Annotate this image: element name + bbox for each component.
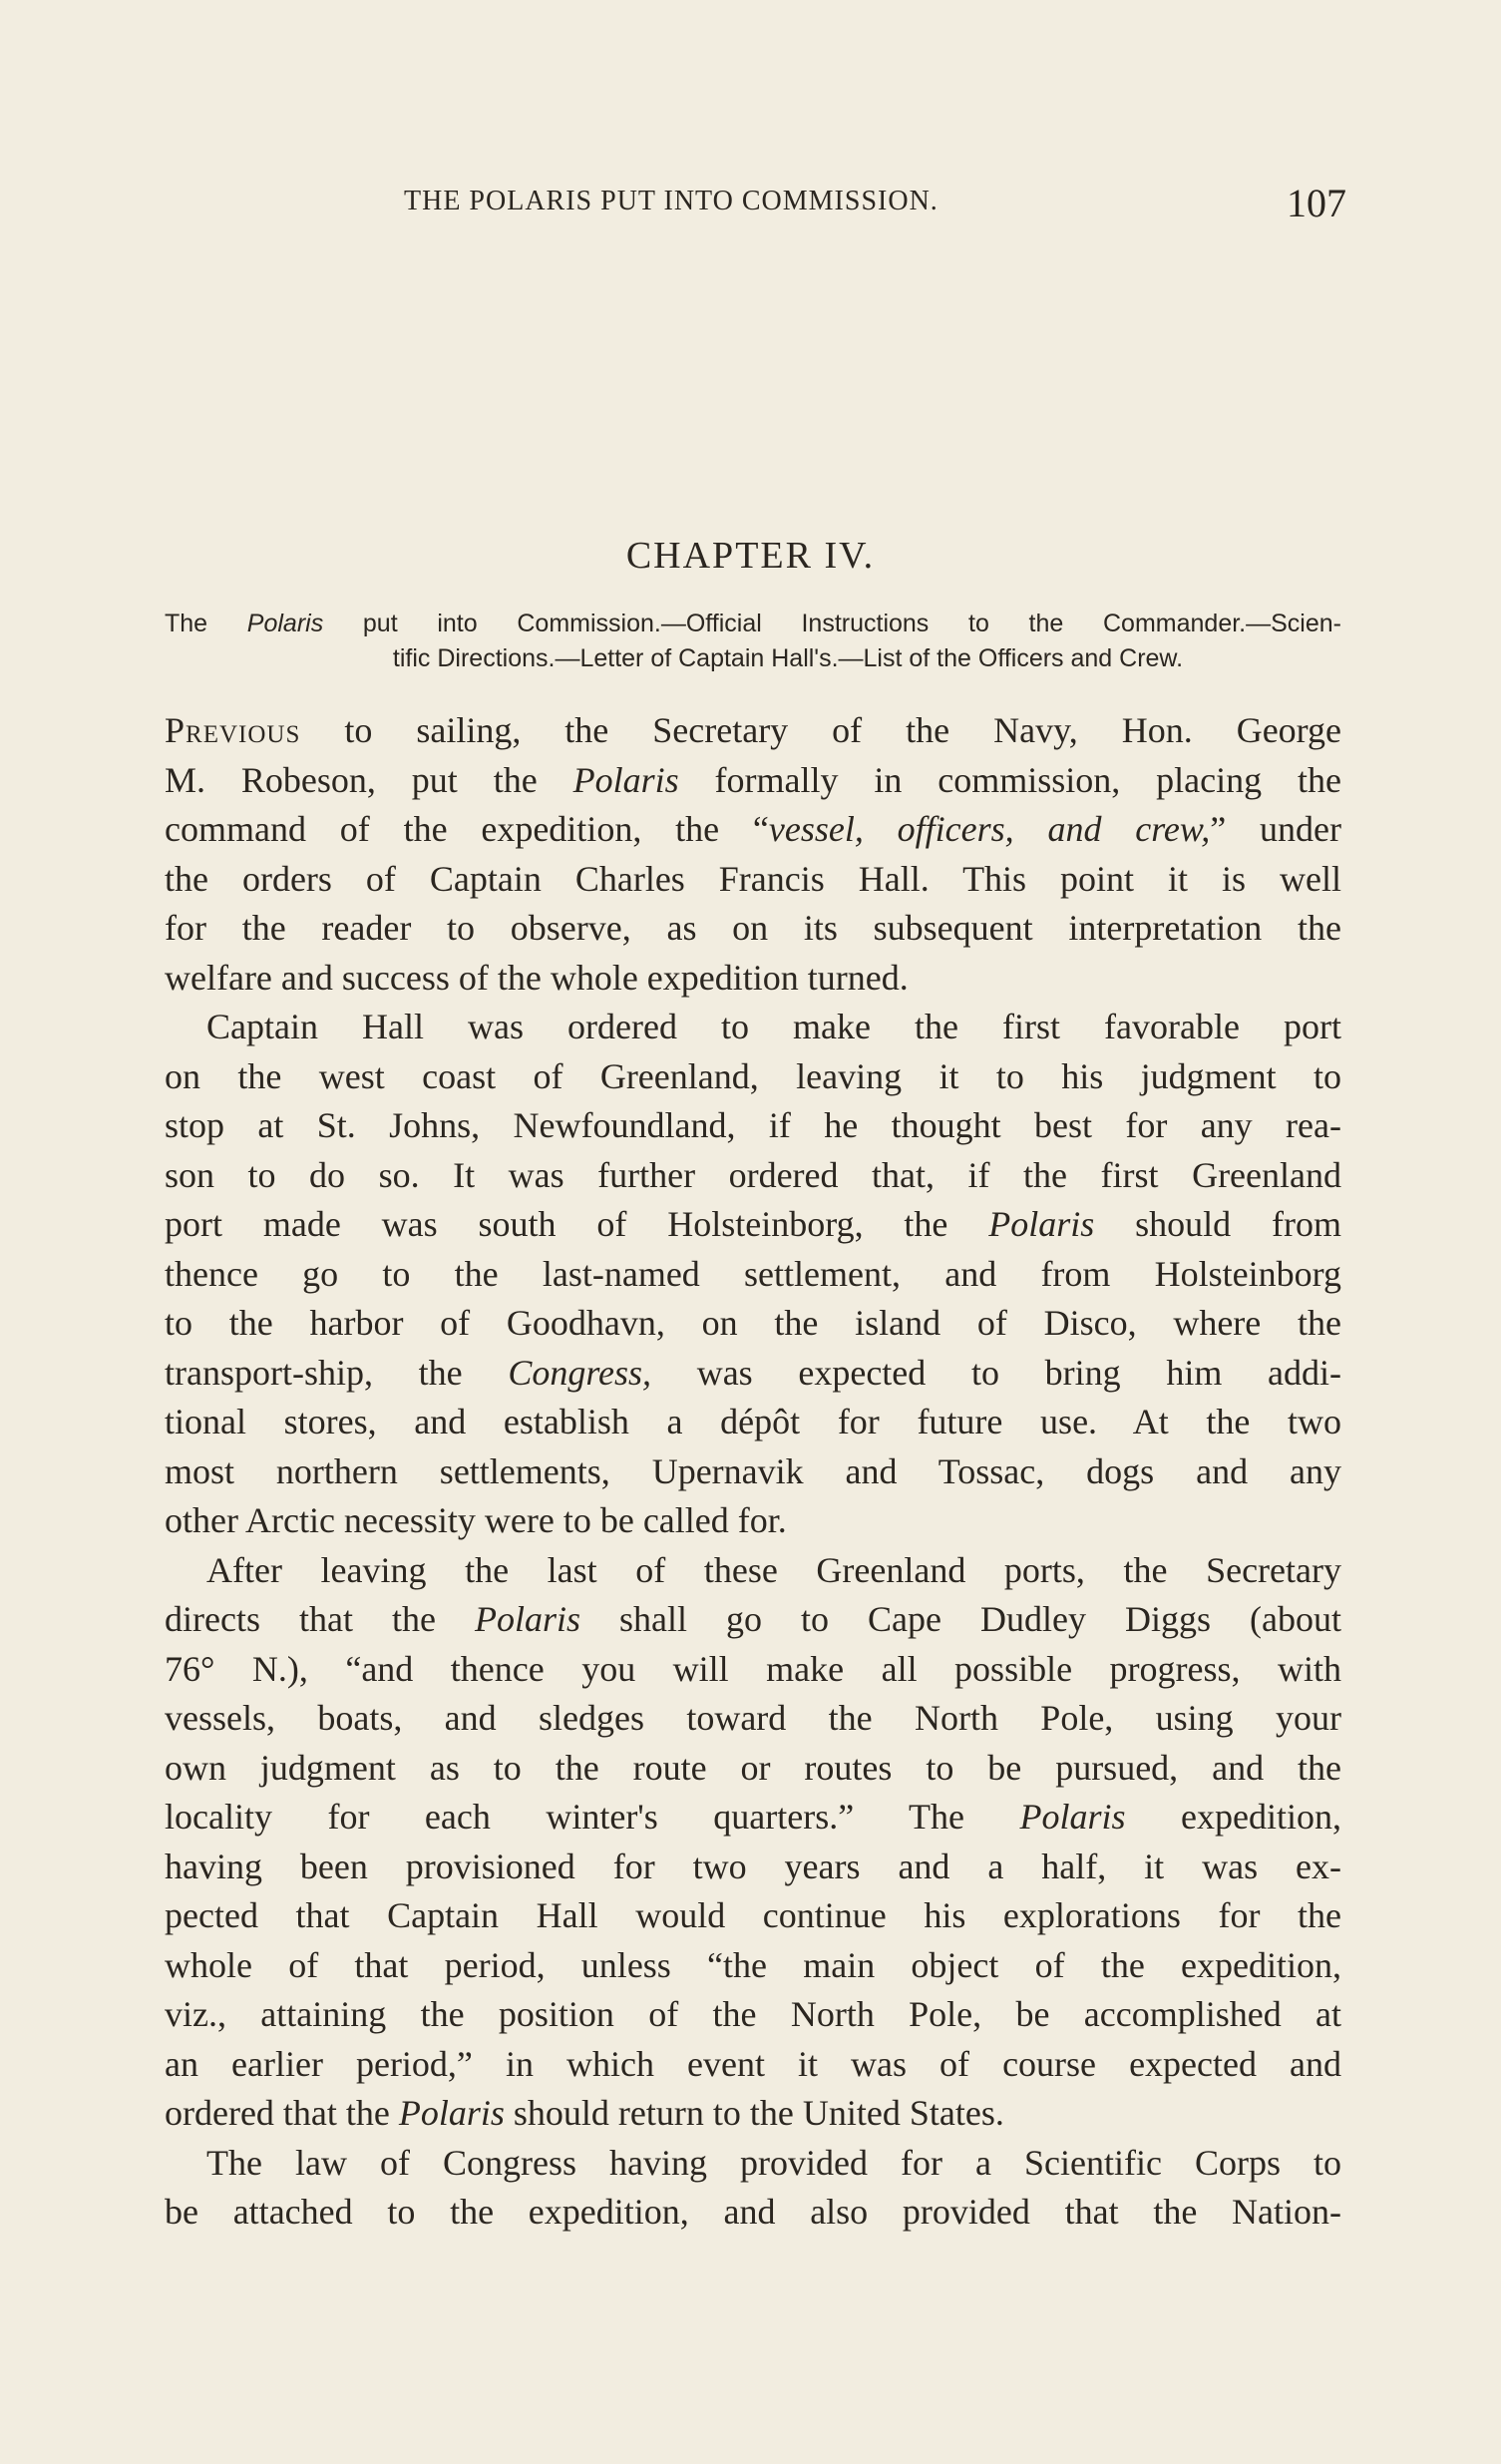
text-line: Captain Hall was ordered to make the first favorable port [206,1007,1341,1046]
text-line: son to do so. It was further ordered that, if the first Greenland [165,1154,1341,1195]
text-line: tional stores, and establish a dépôt for future use. At the two [165,1402,1341,1441]
text-line: port made was south of Holsteinborg, the Polaris should from [165,1204,1341,1244]
text-line: vessels, boats, and sledges toward the North Pole, using your [165,1698,1341,1738]
text-line: directs that the Polaris shall go to Cape Dudley Diggs (about [165,1599,1342,1639]
text-line: transport-ship, the Congress, was expected to bring him addi- [165,1352,1341,1393]
text-line: to the harbor of Goodhavn, on the island of Disco, where the [165,1303,1341,1343]
running-title: THE POLARIS PUT INTO COMMISSION. [404,186,938,216]
text-line: other Arctic necessity were to be called for. [165,1500,787,1540]
text-line: ordered that the Polaris should return to the United States. [165,2093,1004,2133]
text-line: M. Robeson, put the Polaris formally in commission, placing the [165,759,1341,800]
text-line: the orders of Captain Charles Francis Hall. This point it is well [165,858,1341,899]
text-line: for the reader to observe, as on its subsequent interpretation the [165,908,1341,948]
text-line: locality for each winter's quarters.” The Polaris expedition, [165,1797,1341,1837]
body-text [165,706,1341,2238]
text-line: thence go to the last-named settlement, and from Holsteinborg [165,1253,1341,1294]
text-line: own judgment as to the route or routes to be pursued, and the [165,1747,1341,1788]
chapter-title: CHAPTER IV. [625,535,876,577]
text-line: pected that Captain Hall would continue his explorations for the [165,1895,1341,1935]
text-line: on the west coast of Greenland, leaving it to his judgment to [165,1055,1341,1096]
text-line: most northern settlements, Upernavik and Tossac, dogs and any [165,1450,1341,1491]
text-line: After leaving the last of these Greenland ports, the Secretary [206,1549,1341,1590]
text-line: 76° N.), “and thence you will make all possible progress, with [165,1648,1341,1689]
text-line: an earlier period,” in which event it was of course expected and [165,2043,1341,2084]
chapter-synopsis [165,607,1341,676]
text-line: The law of Congress having provided for a Scientific Corps to [206,2142,1341,2183]
text-line: stop at St. Johns, Newfoundland, if he thought best for any rea- [165,1105,1341,1145]
text-line: whole of that period, unless “the main object of the expedition, [165,1944,1341,1985]
synopsis-line: tific Directions.—Letter of Captain Hall's.—List of the Officers and Crew. [392,644,1184,672]
synopsis-line: The Polaris put into Commission.—Official Instructions to the Commander.—Scien- [165,610,1341,637]
text-line: be attached to the expedition, and also provided that the Nation- [165,2192,1341,2232]
running-head [165,181,1346,235]
text-line: viz., attaining the position of the North Pole, be accomplished at [165,1994,1341,2034]
opening-word: Previous [165,710,301,750]
text-line: command of the expedition, the “vessel, officers, and crew,” under [165,809,1341,849]
text-line: Previous to sailing, the Secretary of the Navy, Hon. George [165,710,1341,750]
text-line: having been provisioned for two years and a half, it was ex- [165,1846,1341,1886]
text-line: welfare and success of the whole expedition turned. [165,957,909,998]
page-number: 107 [1287,181,1346,225]
